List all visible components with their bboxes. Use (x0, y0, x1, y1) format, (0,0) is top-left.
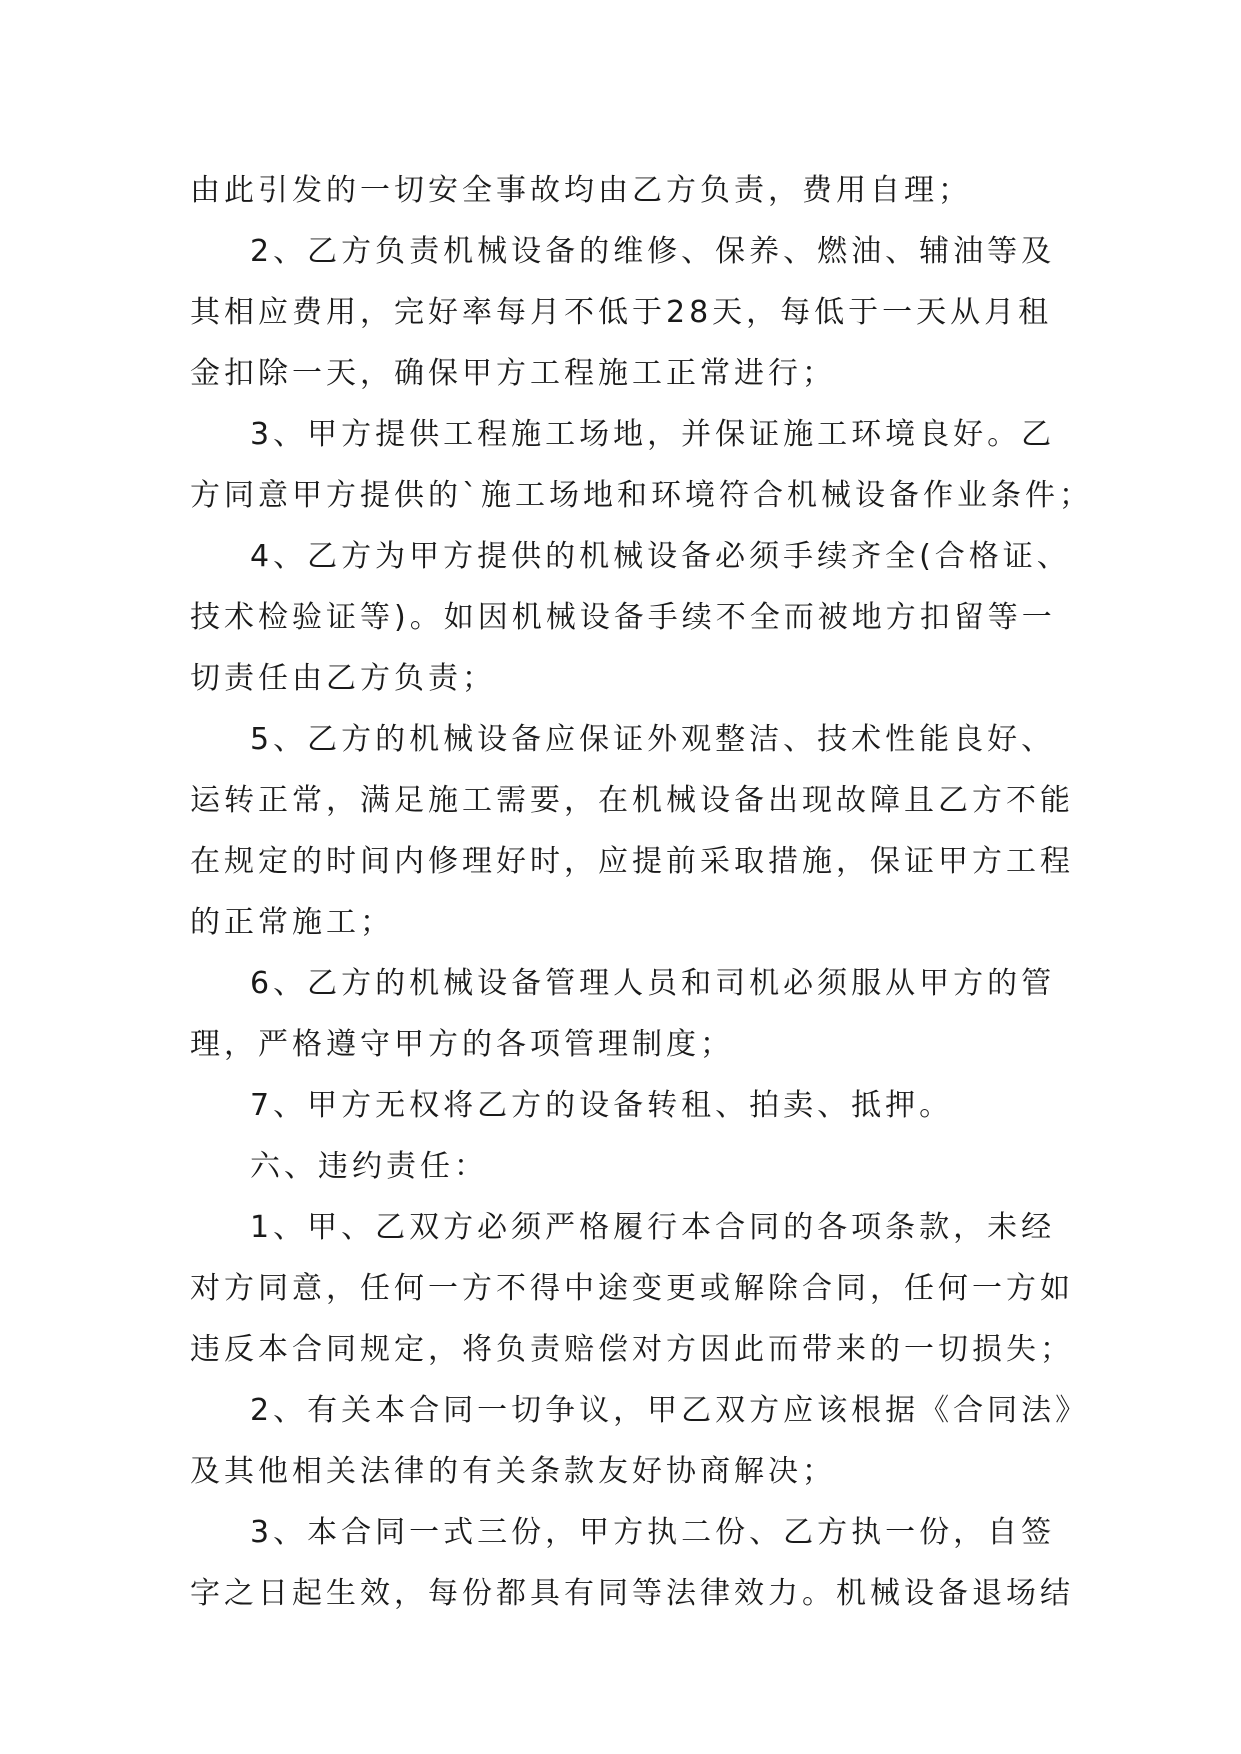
text-line: 技术检验证等)。如因机械设备手续不全而被地方扣留等一 (190, 600, 1056, 635)
text-line: 5、乙方的机械设备应保证外观整洁、技术性能良好、 (250, 722, 1056, 757)
text-line: 4、乙方为甲方提供的机械设备必须手续齐全(合格证、 (250, 539, 1071, 574)
text-line: 3、本合同一式三份，甲方执二份、乙方执一份，自签 (250, 1515, 1056, 1550)
text-line: 方同意甲方提供的`施工场地和环境符合机械设备作业条件； (190, 478, 1093, 513)
text-line: 运转正常，满足施工需要，在机械设备出现故障且乙方不能 (190, 783, 1074, 818)
text-line: 在规定的时间内修理好时，应提前采取措施，保证甲方工程 (190, 844, 1074, 879)
text-line: 及其他相关法律的有关条款友好协商解决； (190, 1454, 836, 1489)
text-line: 2、乙方负责机械设备的维修、保养、燃油、辅油等及 (250, 234, 1056, 269)
text-line: 由此引发的一切安全事故均由乙方负责，费用自理； (190, 173, 972, 208)
text-line: 的正常施工； (190, 905, 394, 940)
text-line: 6、乙方的机械设备管理人员和司机必须服从甲方的管 (250, 966, 1056, 1001)
text-line: 7、甲方无权将乙方的设备转租、拍卖、抵押。 (250, 1088, 954, 1123)
text-line: 违反本合同规定，将负责赔偿对方因此而带来的一切损失； (190, 1332, 1074, 1367)
text-line: 切责任由乙方负责； (190, 661, 496, 696)
text-line: 2、有关本合同一切争议，甲乙双方应该根据《合同法》 (250, 1393, 1090, 1428)
text-line: 其相应费用，完好率每月不低于28天，每低于一天从月租 (190, 295, 1053, 330)
document-body (190, 160, 1093, 1624)
text-line: 1、甲、乙双方必须严格履行本合同的各项条款，未经 (250, 1210, 1056, 1245)
section-heading: 六、违约责任： (250, 1149, 488, 1184)
text-line: 金扣除一天，确保甲方工程施工正常进行； (190, 356, 836, 391)
text-line: 理，严格遵守甲方的各项管理制度； (190, 1027, 734, 1062)
text-line: 对方同意，任何一方不得中途变更或解除合同，任何一方如 (190, 1271, 1074, 1306)
text-line: 3、甲方提供工程施工场地，并保证施工环境良好。乙 (250, 417, 1056, 452)
text-line: 字之日起生效，每份都具有同等法律效力。机械设备退场结 (190, 1576, 1074, 1611)
